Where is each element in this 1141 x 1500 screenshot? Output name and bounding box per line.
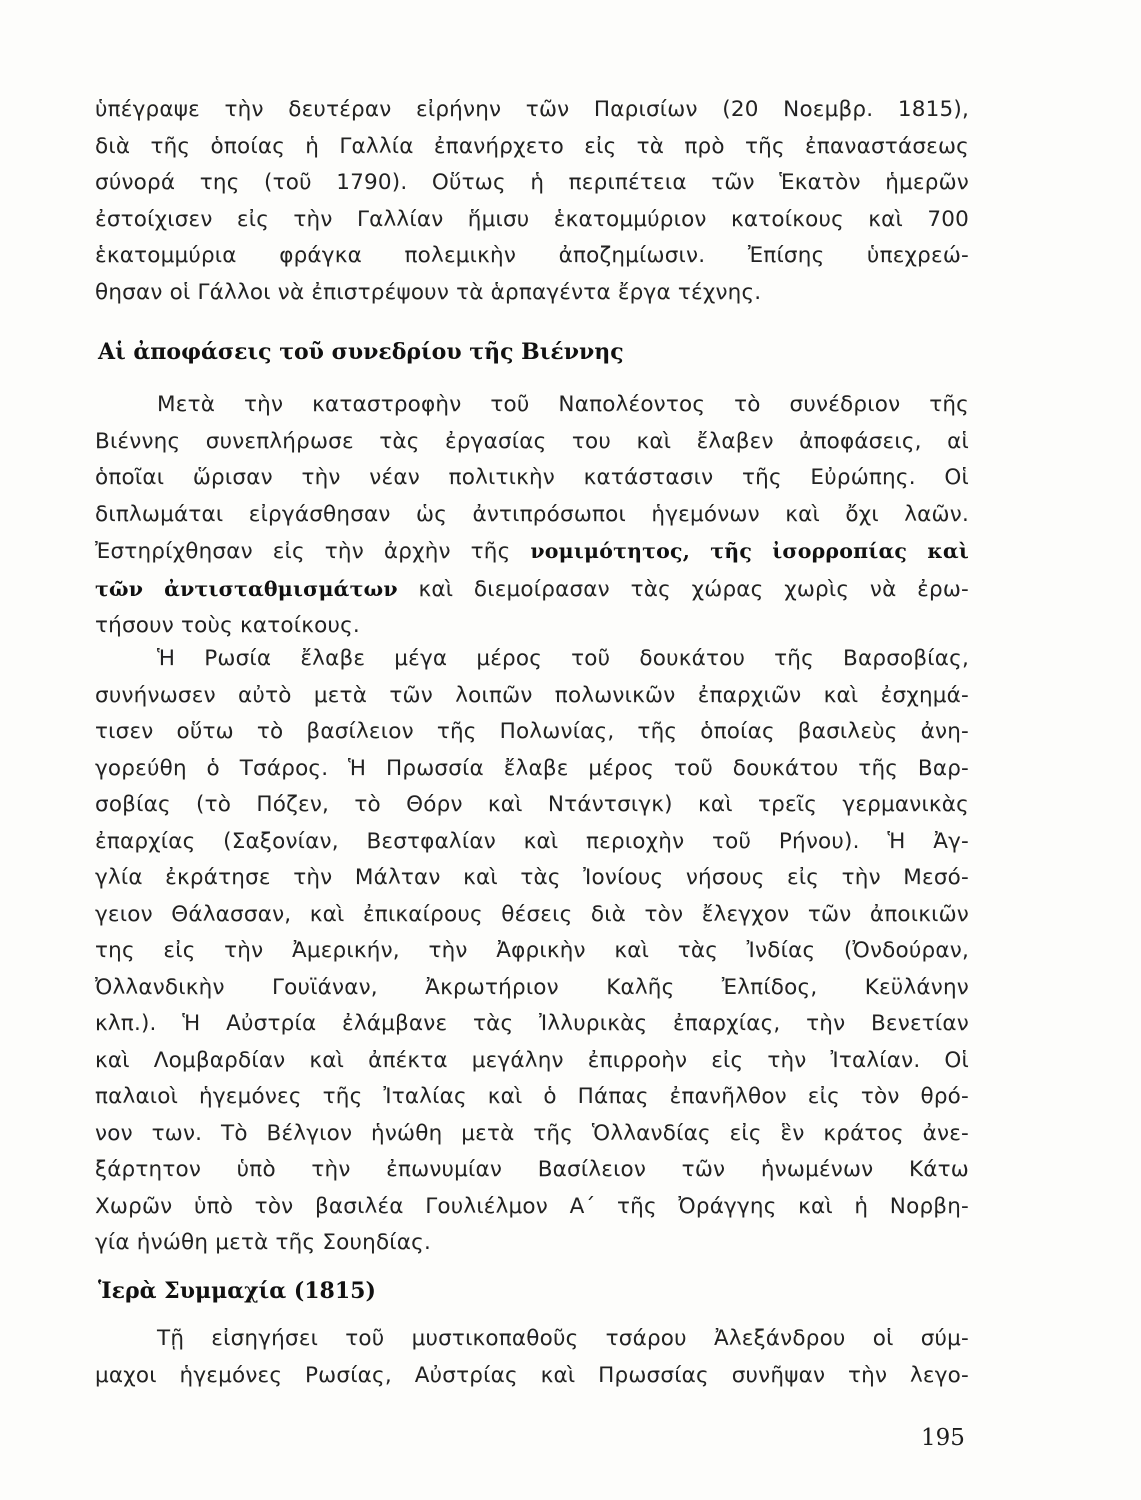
text-line: ἑκατομμύρια φράγκα πολεμικὴν ἀποζημίωσιν. Ἐπίσης ὑπεχρεώ- <box>95 243 969 268</box>
text-line <box>95 571 969 609</box>
text-line: ὁποῖαι ὥρισαν τὴν νέαν πολιτικὴν κατάστασιν τῆς Εὐρώπης. Οἱ <box>95 465 969 490</box>
text-line: γλία ἐκράτησε τὴν Μάλταν καὶ τὰς Ἰονίους νήσους εἰς τὴν Μεσό- <box>95 865 969 890</box>
emphasis-principles: νομιμότητος, τῆς ἰσορροπίας καὶ <box>530 539 969 563</box>
text-line <box>95 533 969 571</box>
paragraph-territorial-changes <box>95 641 969 1262</box>
text-line: Χωρῶν ὑπὸ τὸν βασιλέα Γουλιέλμον Α΄ τῆς Ὀράγγης καὶ ἡ Νορβη- <box>95 1193 969 1219</box>
section-heading-vienna: Αἱ ἀποφάσεις τοῦ συνεδρίου τῆς Βιέννης <box>98 339 624 365</box>
text-line: γία ἡνώθη μετὰ τῆς Σουηδίας. <box>95 1230 431 1255</box>
text-line: κλπ.). Ἡ Αὐστρία ἐλάμβανε τὰς Ἰλλυρικὰς ἐπαρχίας, τὴν Βενετίαν <box>95 1011 969 1036</box>
text-line: ὑπέγραψε τὴν δευτέραν εἰρήνην τῶν Παρισίων (20 Νοεμβρ. 1815), <box>95 97 969 122</box>
text-line: Μετὰ τὴν καταστροφὴν τοῦ Ναπολέοντος τὸ συνέδριον τῆς <box>157 392 969 417</box>
text-line: συνήνωσεν αὐτὸ μετὰ τῶν λοιπῶν πολωνικῶν ἐπαρχιῶν καὶ ἐσχημά- <box>95 682 969 708</box>
text-line: τισεν οὕτω τὸ βασίλειον τῆς Πολωνίας, τῆς ὁποίας βασιλεὺς ἀνη- <box>95 719 969 744</box>
text-line: σύνορά της (τοῦ 1790). Οὕτως ἡ περιπέτεια τῶν Ἑκατὸν ἡμερῶν <box>95 170 969 195</box>
text-line: καὶ Λομβαρδίαν καὶ ἀπέκτα μεγάλην ἐπιρροὴν εἰς τὴν Ἰταλίαν. Οἱ <box>95 1047 969 1073</box>
line-text: Ἐστηρίχθησαν εἰς τὴν ἀρχὴν τῆς <box>95 539 511 564</box>
line-text: καὶ διεμοίρασαν τὰς χώρας χωρὶς νὰ ἐρω- <box>418 576 969 602</box>
text-line: σοβίας (τὸ Πόζεν, τὸ Θόρν καὶ Ντάντσιγκ) καὶ τρεῖς γερμανικὰς <box>95 792 969 817</box>
paragraph-paris-treaty <box>95 92 969 311</box>
text-line: παλαιοὶ ἡγεμόνες τῆς Ἰταλίας καὶ ὁ Πάπας ἐπανῆλθον εἰς τὸν θρό- <box>95 1084 969 1109</box>
text-line: γορεύθη ὁ Τσάρος. Ἡ Πρωσσία ἔλαβε μέρος τοῦ δουκάτου τῆς Βαρ- <box>95 755 969 781</box>
text-line: διπλωμάται εἰργάσθησαν ὡς ἀντιπρόσωποι ἡγεμόνων καὶ ὄχι λαῶν. <box>95 501 969 527</box>
text-line: Βιέννης συνεπλήρωσε τὰς ἐργασίας του καὶ ἔλαβεν ἀποφάσεις, αἱ <box>95 428 969 454</box>
text-line: γειον Θάλασσαν, καὶ ἐπικαίρους θέσεις διὰ τὸν ἔλεγχον τῶν ἀποικιῶν <box>95 901 969 927</box>
text-line: Ἡ Ρωσία ἔλαβε μέγα μέρος τοῦ δουκάτου τῆς Βαρσοβίας, <box>157 646 969 671</box>
text-line: της εἰς τὴν Ἀμερικήν, τὴν Ἀφρικὴν καὶ τὰς Ἰνδίας (Ὀνδούραν, <box>95 938 969 963</box>
text-line: διὰ τῆς ὁποίας ἡ Γαλλία ἐπανήρχετο εἰς τὰ πρὸ τῆς ἐπαναστάσεως <box>95 133 969 159</box>
text-line: τήσουν τοὺς κατοίκους. <box>95 613 360 638</box>
text-line: θησαν οἱ Γάλλοι νὰ ἐπιστρέψουν τὰ ἁρπαγέντα ἔργα τέχνης. <box>95 279 762 305</box>
text-line: ἐστοίχισεν εἰς τὴν Γαλλίαν ἥμισυ ἑκατομμύριον κατοίκους καὶ 700 <box>95 206 969 232</box>
text-line: ξάρτητον ὑπὸ τὴν ἐπωνυμίαν Βασίλειον τῶν ἡνωμένων Κάτω <box>95 1157 969 1182</box>
text-line: Τῇ εἰσηγήσει τοῦ μυστικοπαθοῦς τσάρου Ἀλεξάνδρου οἱ σύμ- <box>157 1326 969 1351</box>
text-line: Ὀλλανδικὴν Γουϊάναν, Ἀκρωτήριον Καλῆς Ἐλπίδος, Κεϋλάνην <box>95 974 969 1000</box>
text-line: νον των. Τὸ Βέλγιον ἡνώθη μετὰ τῆς Ὁλλανδίας εἰς ἓν κράτος ἀνε- <box>95 1120 969 1146</box>
text-line: ἐπαρχίας (Σαξονίαν, Βεστφαλίαν καὶ περιοχὴν τοῦ Ρήνου). Ἡ Ἀγ- <box>95 828 969 854</box>
paragraph-vienna-decisions <box>95 387 969 645</box>
section-heading-holy-alliance: Ἱερὰ Συμμαχία (1815) <box>98 1278 376 1304</box>
emphasis-compensations: τῶν ἀντισταθμισμάτων <box>95 576 398 601</box>
paragraph-holy-alliance <box>95 1321 969 1394</box>
text-line: μαχοι ἡγεμόνες Ρωσίας, Αὐστρίας καὶ Πρωσσίας συνῆψαν τὴν λεγο- <box>95 1362 969 1388</box>
page-number: 195 <box>921 1425 965 1451</box>
